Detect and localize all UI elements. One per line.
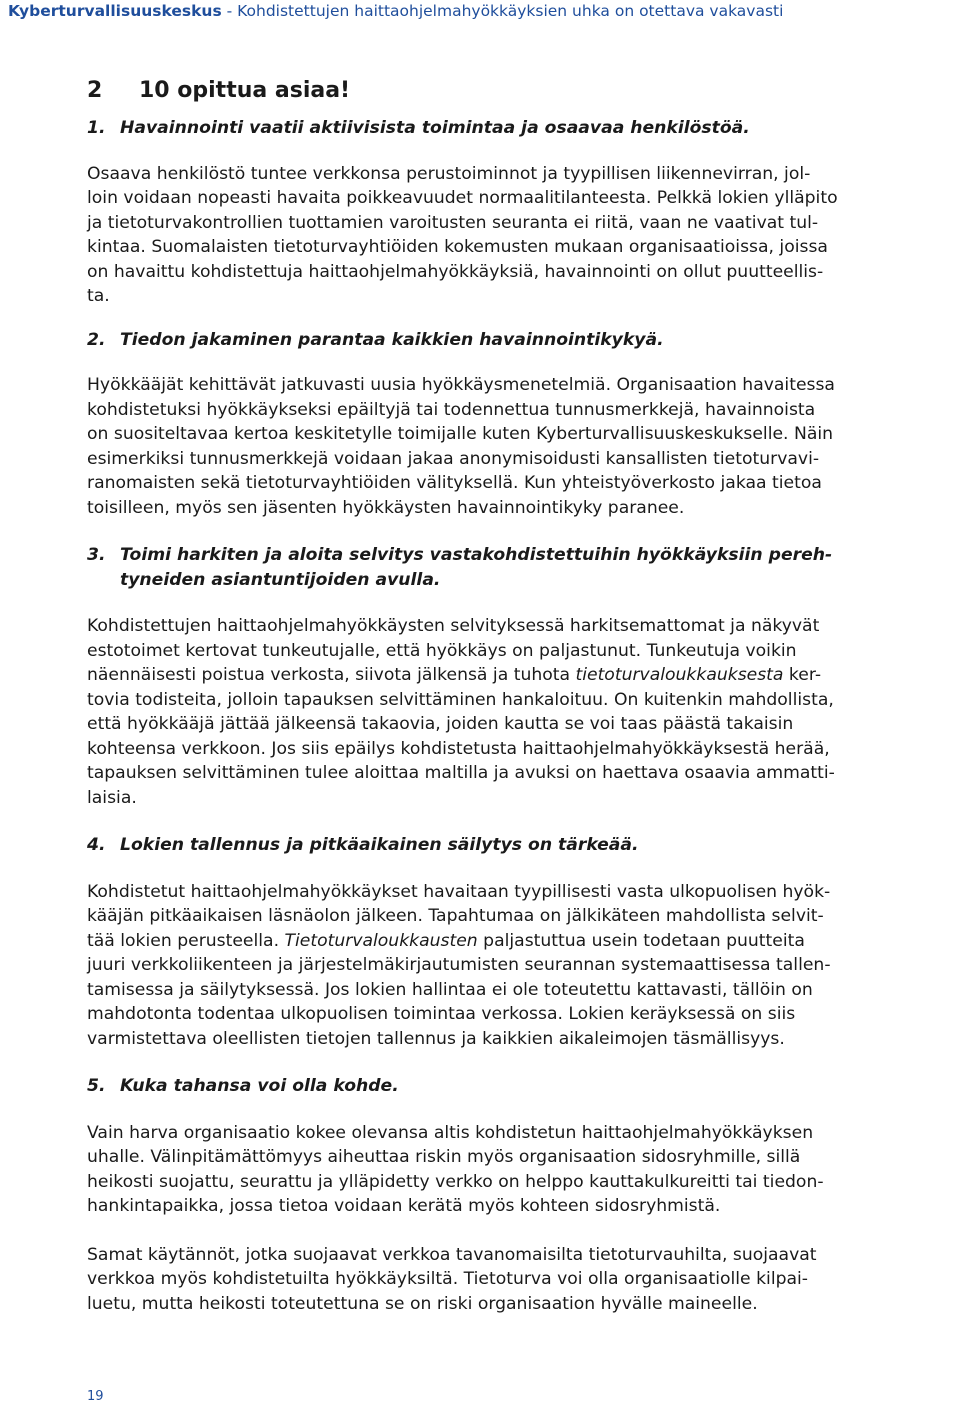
- paragraph-line: hankintapaikka, jossa tietoa voidaan kerätä myös kohteen sidosryhmistä.: [87, 1196, 721, 1216]
- paragraph-line: Kohdistettujen haittaohjelmahyökkäysten selvityksessä harkitsemattomat ja näkyvät: [87, 616, 820, 636]
- header-separator: -: [221, 2, 238, 20]
- item-heading-text: Lokien tallennus ja pitkäaikainen säilytys on tärkeää.: [120, 835, 639, 855]
- paragraph-line: tamisessa ja säilytyksessä. Jos lokien hallintaa ei ole toteutettu kattavasti, tällöin on: [87, 979, 813, 1000]
- paragraph-line: että hyökkääjä jättää jälkeensä takaovia, joiden kautta se voi taas päästä takaisin: [87, 714, 794, 734]
- item-heading: [87, 1074, 960, 1099]
- paragraph-line: kohdistetuksi hyökkäykseksi epäiltyjä tai todennettua tunnusmerkkejä, havainnoista: [87, 399, 816, 420]
- paragraph-line: tää lokien perusteella. Tietoturvaloukkausten paljastuttua usein todetaan puutteita: [87, 930, 805, 951]
- paragraph-line: esimerkiksi tunnusmerkkejä voidaan jakaa anonymisoidusti kansallisten tietoturvavi-: [87, 448, 820, 469]
- paragraph-line: Osaava henkilöstö tuntee verkkonsa perustoiminnot ja tyypillisen liikennevirran, jol-: [87, 163, 811, 184]
- paragraph-line: toisilleen, myös sen jäsenten hyökkäysten havainnointikyky paranee.: [87, 497, 685, 518]
- paragraph: [87, 1243, 960, 1317]
- section-heading: [87, 77, 960, 105]
- item-heading: [87, 543, 960, 592]
- paragraph-line: ranomaisten sekä tietoturvayhtiöiden välityksellä. Kun yhteistyöverkosto jakaa tietoa: [87, 473, 822, 493]
- item-heading: [87, 116, 960, 141]
- paragraph-line: loin voidaan nopeasti havaita poikkeavuudet normaalitilanteesta. Pelkkä lokien ylläpito: [87, 188, 838, 208]
- item-heading-line: Toimi harkiten ja aloita selvitys vastakohdistettuihin hyökkäyksiin pereh-: [120, 545, 833, 565]
- item-heading-text: Havainnointi vaatii aktiivisista toimintaa ja osaavaa henkilöstöä.: [120, 118, 750, 138]
- paragraph-line: ta.: [87, 286, 110, 306]
- paragraph-line: verkkoa myös kohdistetuilta hyökkäyksiltä. Tietoturva voi olla organisaatiolle kilpai-: [87, 1269, 809, 1289]
- paragraph-line: on suositeltavaa kertoa keskitetylle toimijalle kuten Kyberturvallisuuskeskukselle. Näin: [87, 424, 834, 444]
- paragraph-line: Hyökkääjät kehittävät jatkuvasti uusia hyökkäysmenetelmiä. Organisaation havaitessa: [87, 375, 835, 395]
- paragraph-line: tovia todisteita, jolloin tapauksen selvittäminen hankaloituu. On kuitenkin mahdollista,: [87, 689, 834, 710]
- paragraph: [87, 1121, 960, 1219]
- paragraph-line: estotoimet kertovat tunkeutujalle, että hyökkäys on paljastunut. Tunkeutuja voikin: [87, 640, 797, 661]
- paragraph-line: Kohdistetut haittaohjelmahyökkäykset havaitaan tyypillisesti vasta ulkopuolisen hyök-: [87, 881, 831, 902]
- item-number: 4.: [87, 835, 106, 855]
- item-number: 1.: [87, 118, 106, 138]
- item-3: [87, 543, 960, 810]
- page-number: 19: [87, 1389, 104, 1404]
- item-heading-text: [120, 543, 960, 592]
- section-title: 10 opittua asiaa!: [139, 78, 351, 103]
- paragraph-line: tapauksen selvittäminen tulee aloittaa maltilla ja avuksi on haettava osaavia ammatti-: [87, 763, 835, 783]
- running-header: [0, 0, 960, 22]
- emphasized-term: tietoturvaloukkauksesta: [575, 665, 784, 685]
- item-4: [87, 833, 960, 1051]
- paragraph: [87, 880, 960, 1052]
- page-content: [87, 77, 960, 1316]
- section-number: 2: [87, 78, 103, 103]
- paragraph-line: mahdotonta todentaa ulkopuolisen toimintaa verkossa. Lokien keräyksessä on siis: [87, 1004, 796, 1024]
- paragraph-line: ja tietoturvakontrollien tuottamien varoitusten seuranta ei riitä, vaan ne vaativat tul-: [87, 212, 819, 233]
- paragraph-line: laisia.: [87, 787, 137, 808]
- item-number: 5.: [87, 1076, 106, 1096]
- paragraph-line: heikosti suojattu, seurattu ja ylläpidetty verkko on helppo kauttakulkureitti tai tiedon-: [87, 1171, 824, 1192]
- item-heading-text: Kuka tahansa voi olla kohde.: [120, 1076, 399, 1096]
- header-organization: Kyberturvallisuuskeskus: [8, 2, 222, 20]
- item-5: [87, 1074, 960, 1316]
- header-document-title: Kohdistettujen haittaohjelmahyökkäyksien uhka on otettava vakavasti: [237, 2, 784, 20]
- paragraph-line: näennäisesti poistua verkosta, siivota jälkensä ja tuhota tietoturvaloukkauksesta ker-: [87, 665, 822, 685]
- paragraph-line: kohteensa verkkoon. Jos siis epäilys kohdistetusta haittaohjelmahyökkäyksestä herää,: [87, 738, 830, 759]
- paragraph-line: kääjän pitkäaikaisen läsnäolon jälkeen. Tapahtumaa on jälkikäteen mahdollista selvit-: [87, 906, 824, 926]
- paragraph-line: on havaittu kohdistettuja haittaohjelmahyökkäyksiä, havainnointi on ollut puutteellis-: [87, 261, 824, 282]
- paragraph-line: kintaa. Suomalaisten tietoturvayhtiöiden kokemusten mukaan organisaatioissa, joissa: [87, 237, 828, 257]
- item-number: 3.: [87, 545, 106, 565]
- paragraph-line: uhalle. Välinpitämättömyys aiheuttaa riskin myös organisaation sidosryhmille, sillä: [87, 1147, 801, 1167]
- item-heading: [87, 833, 960, 858]
- paragraph: [87, 614, 960, 810]
- item-heading-line: tyneiden asiantuntijoiden avulla.: [120, 569, 441, 590]
- item-1: [87, 116, 960, 309]
- paragraph-line: juuri verkkoliikenteen ja järjestelmäkirjautumisten seurannan systemaattisessa tallen-: [87, 955, 831, 975]
- paragraph: [87, 373, 960, 520]
- paragraph-line: Samat käytännöt, jotka suojaavat verkkoa tavanomaisilta tietoturvauhilta, suojaavat: [87, 1244, 817, 1265]
- emphasized-term: Tietoturvaloukkausten: [284, 930, 478, 951]
- paragraph-line: luetu, mutta heikosti toteutettuna se on riski organisaation hyvälle maineelle.: [87, 1293, 758, 1314]
- item-heading: [87, 328, 960, 353]
- paragraph-line: Vain harva organisaatio kokee olevansa altis kohdistetun haittaohjelmahyökkäyksen: [87, 1122, 814, 1143]
- item-2: [87, 328, 960, 521]
- item-number: 2.: [87, 329, 106, 350]
- paragraph: [87, 162, 960, 309]
- paragraph-line: varmistettava oleellisten tietojen tallennus ja kaikkien aikaleimojen täsmällisyys.: [87, 1028, 785, 1049]
- item-heading-text: Tiedon jakaminen parantaa kaikkien havainnointikykyä.: [120, 329, 664, 350]
